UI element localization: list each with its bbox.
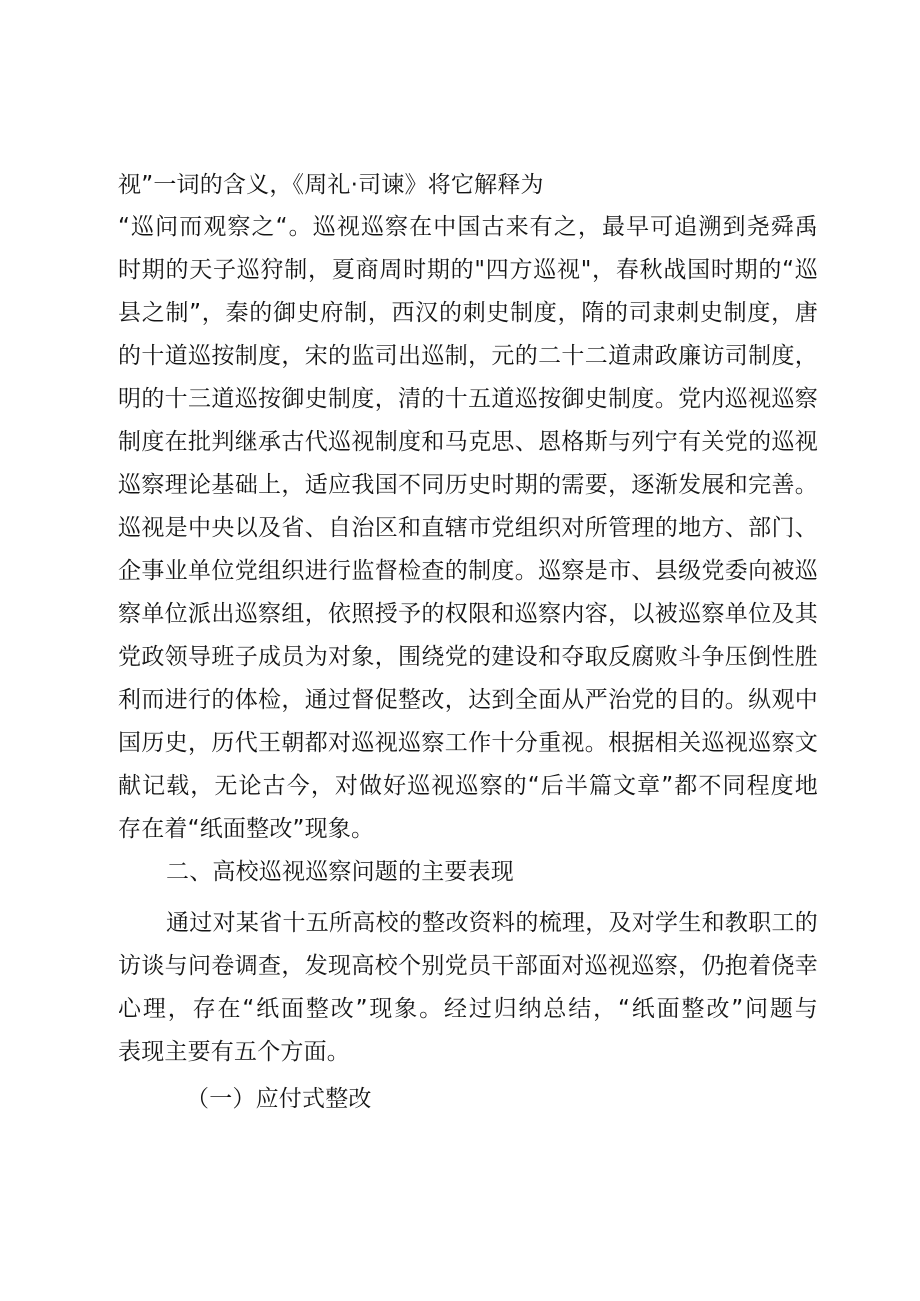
body-text-line: “巡问而观察之“。巡视巡察在中国古来有之，最早可追溯到尧舜禹 — [118, 214, 818, 240]
body-text-line: 的十道巡按制度，宋的监司出巡制，元的二十二道肃政廉访司制度， — [118, 343, 818, 369]
body-text-line: 存在着“纸面整改”现象。 — [118, 816, 375, 842]
body-text-line: 明的十三道巡按御史制度，清的十五道巡按御史制度。党内巡视巡察 — [118, 386, 818, 412]
body-text-line: 时期的天子巡狩制，夏商周时期的"四方巡视"，春秋战国时期的“巡 — [118, 257, 818, 283]
body-text-line: 视”一词的含义，《周礼·司谏》将它解释为 — [118, 172, 544, 198]
paragraph-line: 访谈与问卷调查，发现高校个别党员干部面对巡视巡察，仍抱着侥幸 — [118, 953, 818, 979]
paragraph-line: 心理，存在“纸面整改”现象。经过归纳总结，“纸面整改”问题与 — [118, 996, 818, 1022]
subsection-heading: （一）应付式整改 — [186, 1086, 372, 1112]
paragraph-line: 表现主要有五个方面。 — [118, 1039, 350, 1065]
body-text-line: 企事业单位党组织进行监督检查的制度。巡察是市、县级党委向被巡 — [118, 558, 818, 584]
body-text-line: 利而进行的体检，通过督促整改，达到全面从严治党的目的。纵观中 — [118, 687, 818, 713]
body-text-line: 献记载，无论古今，对做好巡视巡察的“后半篇文章”都不同程度地 — [118, 773, 818, 799]
body-text-line: 县之制”，秦的御史府制，西汉的刺史制度，隋的司隶刺史制度，唐 — [118, 300, 818, 326]
section-heading: 二、高校巡视巡察问题的主要表现 — [166, 859, 514, 885]
body-text-line: 察单位派出巡察组，依照授予的权限和巡察内容，以被巡察单位及其 — [118, 601, 818, 627]
body-text-line: 巡视是中央以及省、自治区和直辖市党组织对所管理的地方、部门、 — [118, 515, 818, 541]
paragraph-line: 通过对某省十五所高校的整改资料的梳理，及对学生和教职工的 — [166, 910, 818, 936]
body-text-line: 国历史，历代王朝都对巡视巡察工作十分重视。根据相关巡视巡察文 — [118, 730, 818, 756]
body-text-line: 制度在批判继承古代巡视制度和马克思、恩格斯与列宁有关党的巡视 — [118, 429, 818, 455]
body-text-line: 巡察理论基础上，适应我国不同历史时期的需要，逐渐发展和完善。 — [118, 472, 818, 498]
body-text-line: 党政领导班子成员为对象，围绕党的建设和夺取反腐败斗争压倒性胜 — [118, 644, 818, 670]
